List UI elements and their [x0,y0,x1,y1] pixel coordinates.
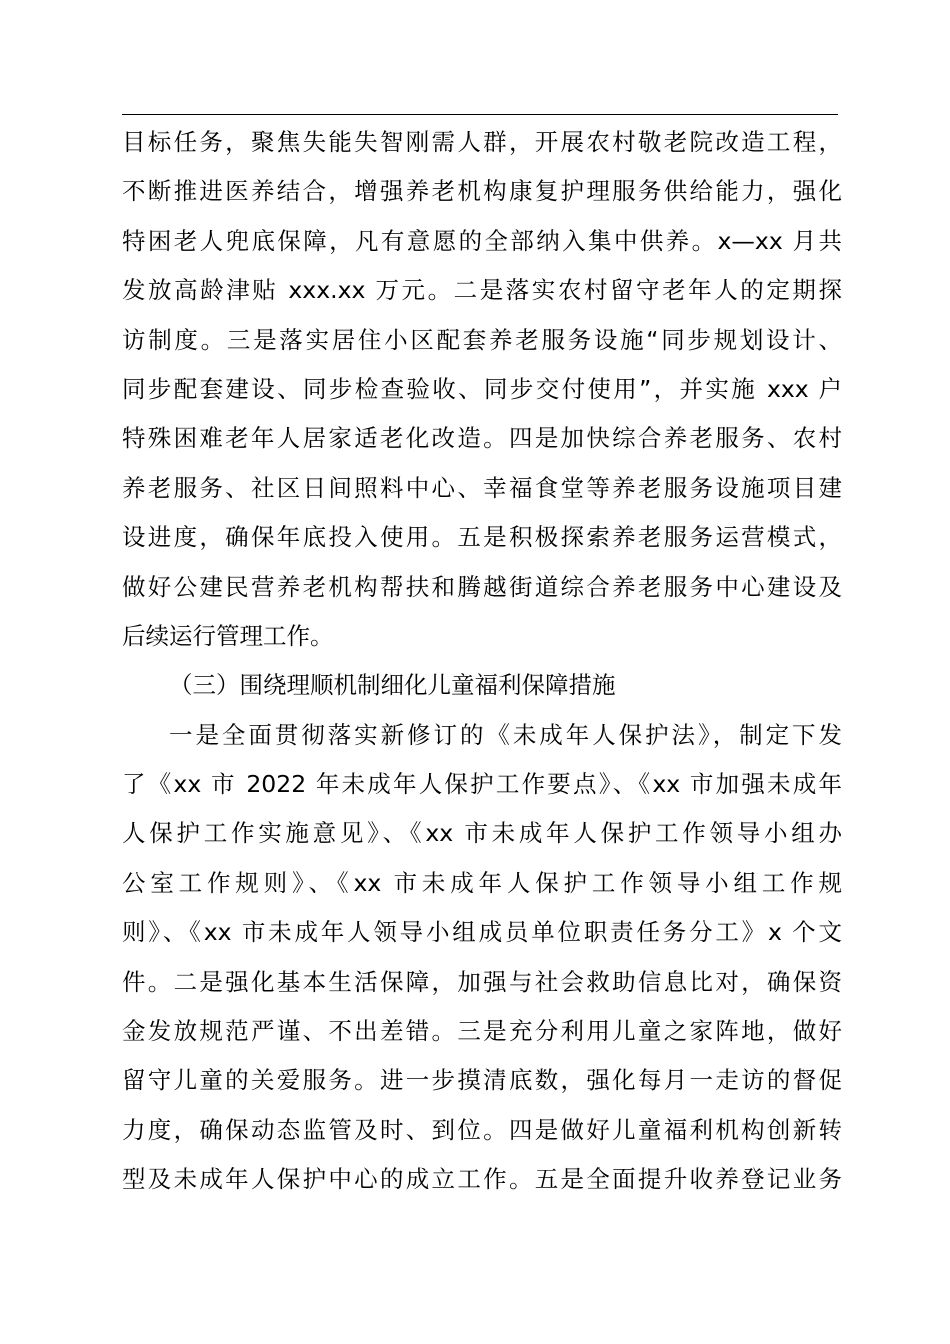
text-line: 做好公建民营养老机构帮扶和腾越街道综合养老服务中心建设及 [122,572,842,601]
text-line: 留守儿童的关爱服务。进一步摸清底数，强化每月一走访的督促 [122,1066,842,1095]
header-rule [122,114,838,115]
text-line: 人保护工作实施意见》、《xx 市未成年人保护工作领导小组办 [122,819,842,848]
text-line: 了《xx 市 2022 年未成年人保护工作要点》、《xx 市加强未成年 [122,770,842,799]
text-line: 养老服务、社区日间照料中心、幸福食堂等养老服务设施项目建 [122,473,842,502]
document-body [122,118,842,1205]
text-line: 一是全面贯彻落实新修订的《未成年人保护法》，制定下发 [169,720,842,749]
text-line: 型及未成年人保护中心的成立工作。五是全面提升收养登记业务 [122,1165,842,1194]
text-line: 金发放规范严谨、不出差错。三是充分利用儿童之家阵地，做好 [122,1017,842,1046]
paragraph-child-welfare [122,711,842,1205]
section-heading: （三）围绕理顺机制细化儿童福利保障措施 [169,671,616,700]
text-line: 同步配套建设、同步检查验收、同步交付使用”，并实施 xxx 户 [122,374,842,403]
text-line: 件。二是强化基本生活保障，加强与社会救助信息比对，确保资 [122,967,842,996]
text-line: 发放高龄津贴 xxx.xx 万元。二是落实农村留守老年人的定期探 [122,276,842,305]
text-line: 设进度，确保年底投入使用。五是积极探索养老服务运营模式， [122,523,842,552]
text-line: 目标任务，聚焦失能失智刚需人群，开展农村敬老院改造工程， [122,128,842,156]
text-line: 则》、《xx 市未成年人领导小组成员单位职责任务分工》x 个文 [122,918,842,947]
text-line: 力度，确保动态监管及时、到位。四是做好儿童福利机构创新转 [122,1115,842,1144]
text-line: 后续运行管理工作。 [122,621,334,650]
text-line: 公室工作规则》、《xx 市未成年人保护工作领导小组工作规 [122,868,842,897]
text-line: 不断推进医养结合，增强养老机构康复护理服务供给能力，强化 [122,177,842,206]
text-line: 访制度。三是落实居住小区配套养老服务设施“同步规划设计、 [122,325,842,354]
paragraph-elderly-services [122,118,842,661]
text-line: 特困老人兜底保障，凡有意愿的全部纳入集中供养。x—xx 月共 [122,226,842,255]
text-line: 特殊困难老年人居家适老化改造。四是加快综合养老服务、农村 [122,424,842,453]
